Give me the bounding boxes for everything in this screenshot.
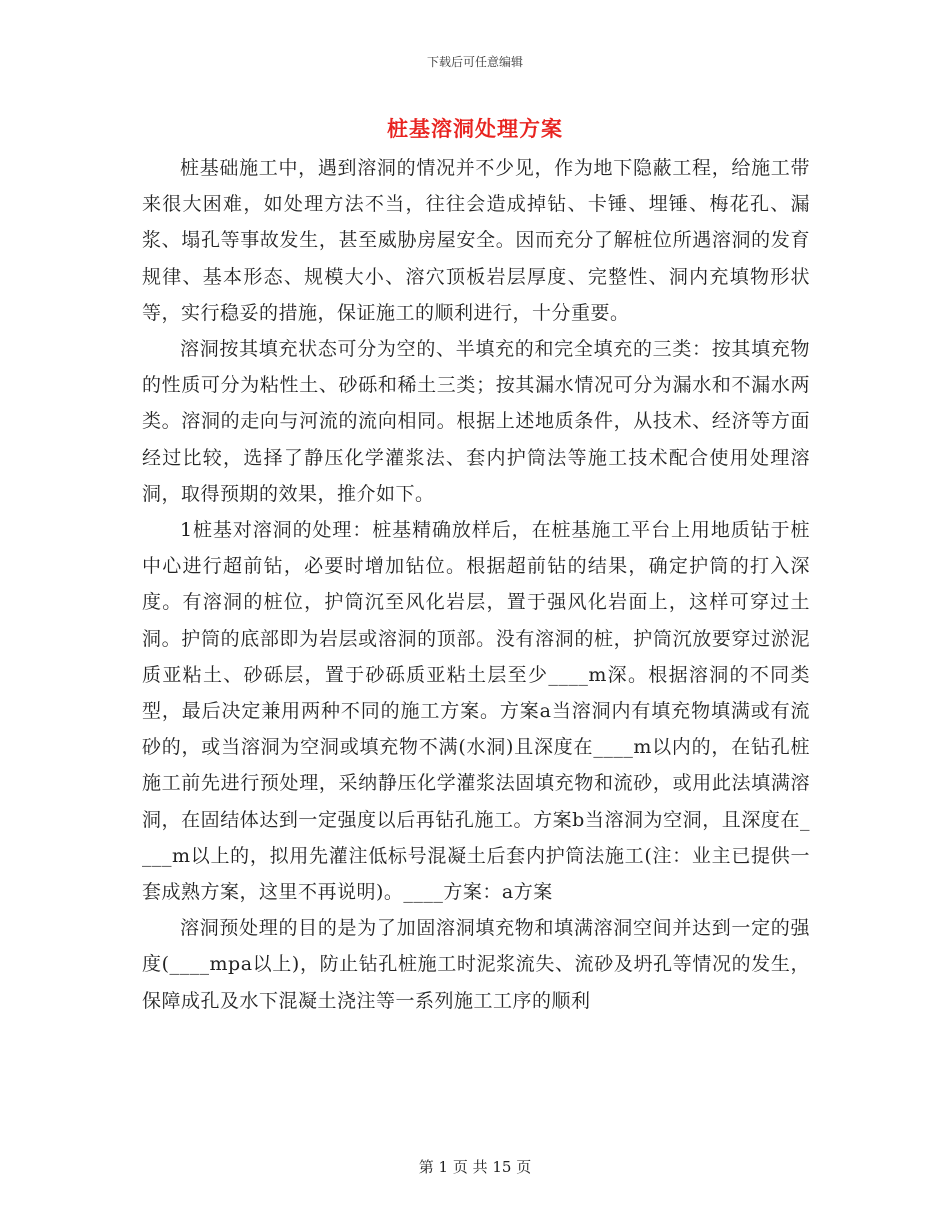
page-header: 下载后可任意编辑 bbox=[426, 55, 523, 69]
paragraph-pretreatment: 溶洞预处理的目的是为了加固溶洞填充物和填满溶洞空间并达到一定的强度(____mpa以上)，防止钻孔桩施工时泥浆流失、流砂及坍孔等情况的发生，保障成孔及水下混凝土浇注等一系列施工工序的顺利 bbox=[142, 917, 810, 1012]
paragraph-intro: 桩基础施工中，遇到溶洞的情况并不少见，作为地下隐蔽工程，给施工带来很大困难，如处理方法不当，往往会造成掉钻、卡锤、埋锤、梅花孔、漏浆、塌孔等事故发生，甚至威胁房屋安全。因而充分了解桩位所遇溶洞的发育规律、基本形态、规模大小、溶穴顶板岩层厚度、完整性、洞内充填物形状等，实行稳妥的措施，保证施工的顺利进行，十分重要。 bbox=[142, 157, 810, 324]
paragraph-classification: 溶洞按其填充状态可分为空的、半填充的和完全填充的三类：按其填充物的性质可分为粘性土、砂砾和稀土三类；按其漏水情况可分为漏水和不漏水两类。溶洞的走向与河流的流向相同。根据上述地质条件，从技术、经济等方面经过比较，选择了静压化学灌浆法、套内护筒法等施工技术配合使用处理溶洞，取得预期的效果，推介如下。 bbox=[142, 338, 810, 505]
page-footer: 第 1 页 共 15 页 bbox=[418, 1158, 532, 1176]
paragraph-treatment: 1桩基对溶洞的处理：桩基精确放样后，在桩基施工平台上用地质钻于桩中心进行超前钻，必要时增加钻位。根据超前钻的结果，确定护筒的打入深度。有溶洞的桩位，护筒沉至风化岩层，置于强风化岩面上，这样可穿过土洞。护筒的底部即为岩层或溶洞的顶部。没有溶洞的桩，护筒沉放要穿过淤泥质亚粘土、砂砾层，置于砂砾质亚粘土层至少____m深。根据溶洞的不同类型，最后决定兼用两种不同的施工方案。方案a当溶洞内有填充物填满或有流砂的，或当溶洞为空洞或填充物不满(水洞)且深度在____m以内的，在钻孔桩施工前先进行预处理，采纳静压化学灌浆法固填充物和流砂，或用此法填满溶洞，在固结体达到一定强度以后再钻孔施工。方案b当溶洞为空洞，且深度在____m以上的，拟用先灌注低标号混凝土后套内护筒法施工(注：业主已提供一套成熟方案，这里不再说明)。____方案：a方案 bbox=[142, 519, 810, 904]
document-title: 桩基溶洞处理方案 bbox=[387, 116, 563, 141]
document-body bbox=[142, 150, 810, 1019]
